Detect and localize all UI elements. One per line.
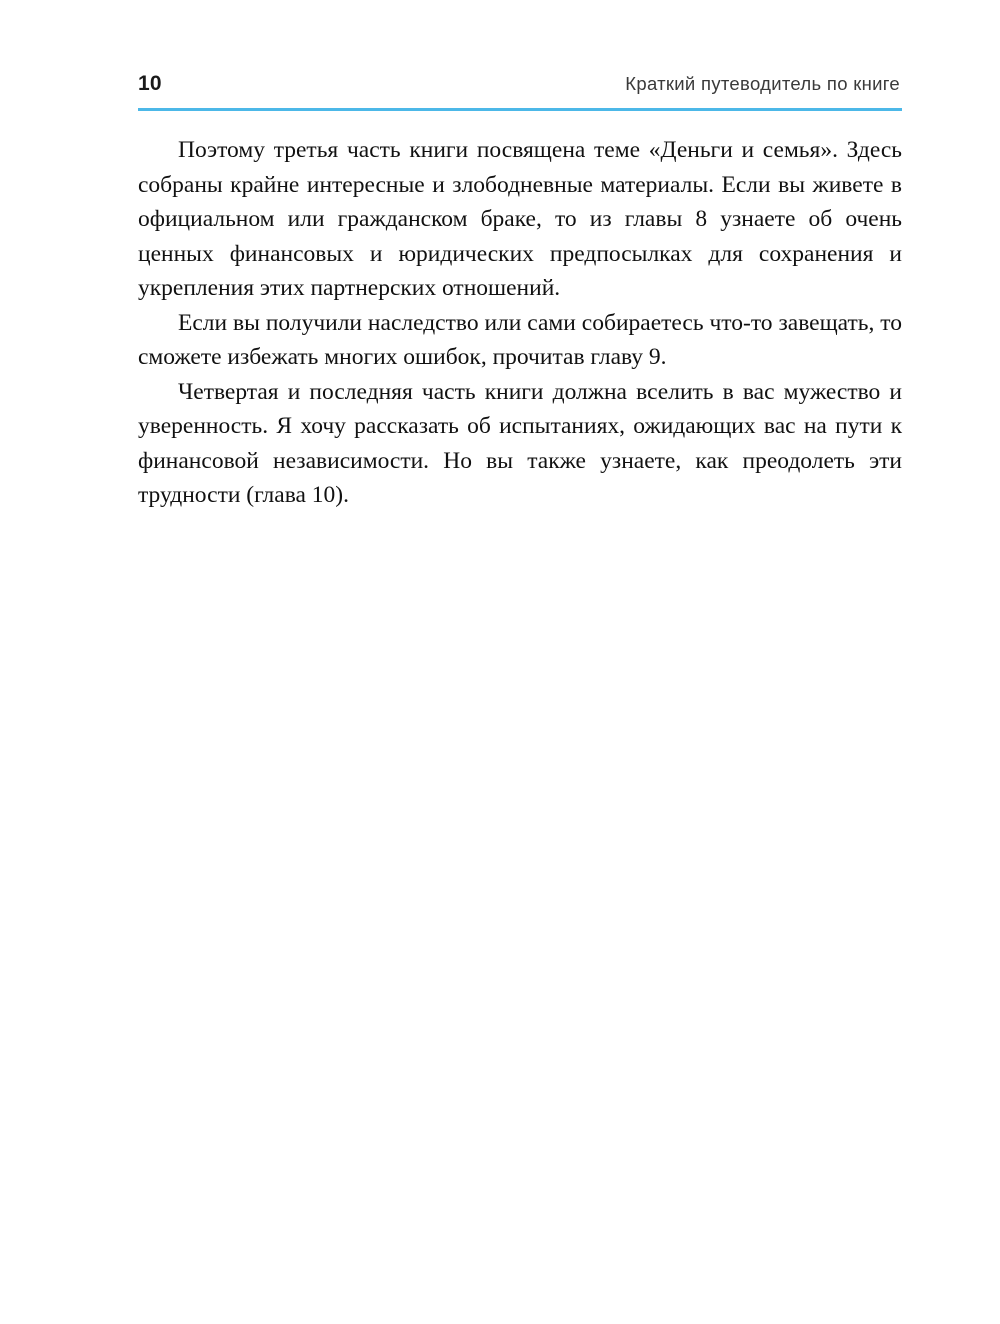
running-head-title: Краткий путеводитель по книге bbox=[625, 73, 900, 94]
body-text bbox=[138, 133, 902, 513]
running-head bbox=[138, 72, 902, 96]
header-rule bbox=[138, 108, 902, 111]
paragraph: Четвертая и последняя часть книги должна вселить в вас мужество и уверенность. Я хочу рассказать об испытаниях, ожидающих вас на пути к финансовой независимости. Но вы также узнаете, как преодолеть эти трудности (глава 10). bbox=[138, 378, 902, 509]
paragraph: Если вы получили наследство или сами собираетесь что-то завещать, то сможете избежать многих ошибок, прочитав главу 9. bbox=[138, 309, 902, 371]
paragraph: Поэтому третья часть книги посвящена теме «Деньги и семья». Здесь собраны крайне интересные и злободневные материалы. Если вы живете в официальном или гражданском браке, то из главы 8 узнаете об очень ценных финансовых и юридических предпосылках для сохранения и укрепления этих партнерских отношений. bbox=[138, 137, 902, 302]
page-number: 10 bbox=[138, 72, 162, 95]
page-content bbox=[138, 72, 902, 513]
